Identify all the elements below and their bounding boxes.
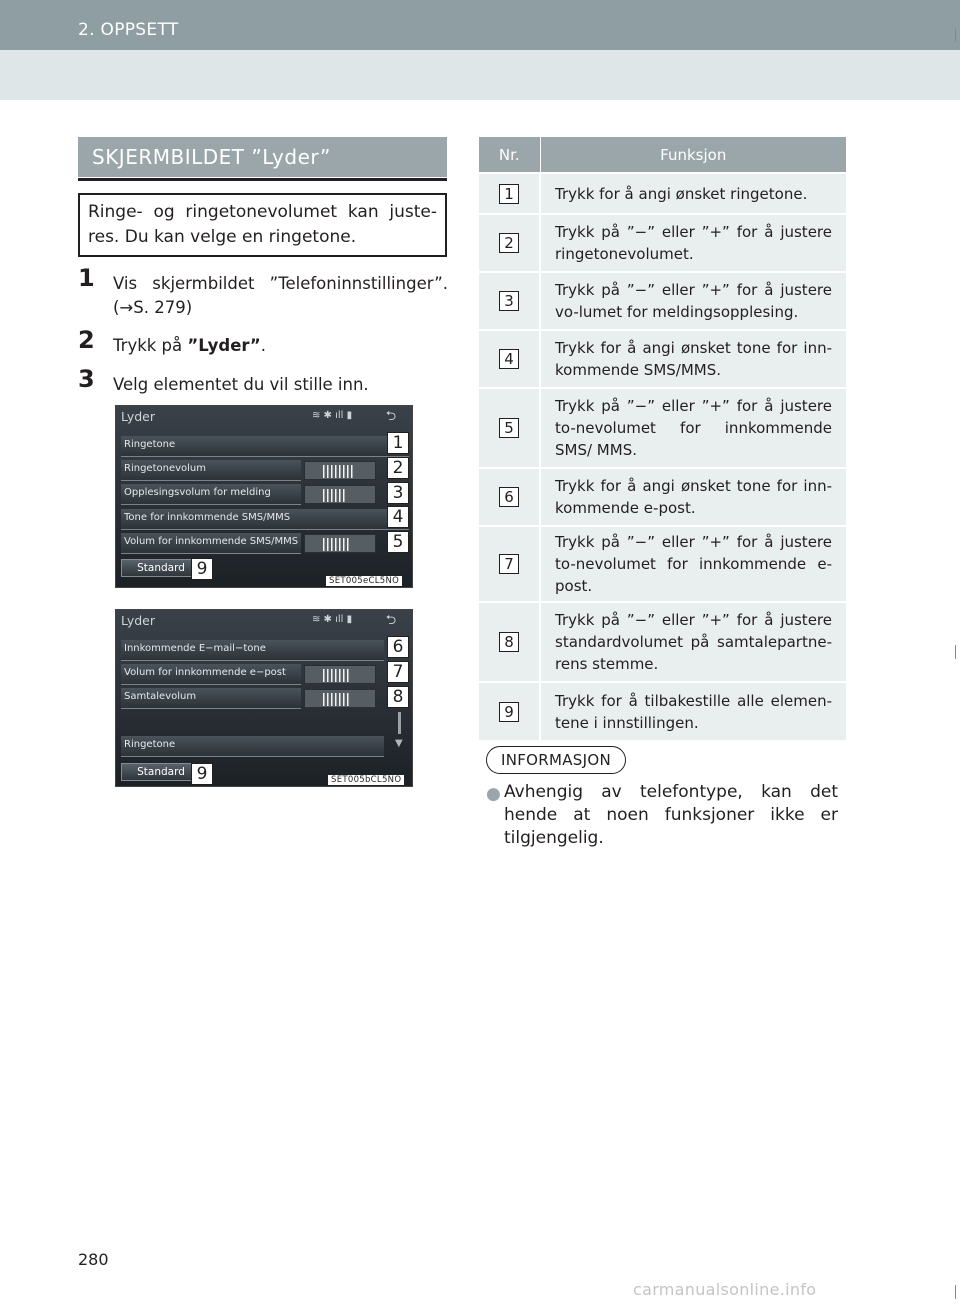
row-number xyxy=(479,526,540,602)
table-row xyxy=(479,173,846,214)
crop-mark xyxy=(955,1285,956,1299)
row-number xyxy=(479,272,540,330)
row-function: Trykk på ”−” eller ”+” for å justere ringetonevolumet. xyxy=(540,214,846,272)
call-volume-bar[interactable] xyxy=(304,689,376,708)
column-header-function: Funksjon xyxy=(540,137,846,173)
step-1 xyxy=(78,264,448,320)
screen-sounds-2 xyxy=(115,609,413,787)
table-row xyxy=(479,214,846,272)
lyder-label: ”Lyder” xyxy=(187,336,261,355)
chapter-title: 2. OPPSETT xyxy=(78,20,179,40)
screen-sounds-1 xyxy=(115,405,413,588)
step-page-ref: (→S. 279) xyxy=(113,298,193,317)
volume-level xyxy=(323,538,350,551)
row-function: Trykk for å tilbakestille alle elemen-tene i innstillingen. xyxy=(540,682,846,740)
row-function: Trykk for å angi ønsket tone for inn-kommende SMS/MMS. xyxy=(540,330,846,388)
ringtone-volume-bar[interactable] xyxy=(304,461,376,480)
section-title: SKJERMBILDET ”Lyder” xyxy=(78,137,447,177)
number-box: 1 xyxy=(499,184,519,204)
step-text: Vis skjermbildet ”Telefoninnstillinger”. xyxy=(113,274,448,293)
row-number xyxy=(479,682,540,740)
scrollbar[interactable] xyxy=(398,712,401,734)
row-function: Trykk på ”−” eller ”+” for å justere vo-lumet for meldingsopplesing. xyxy=(540,272,846,330)
function-table xyxy=(479,137,846,740)
row-sms-volume[interactable] xyxy=(121,533,301,554)
crop-mark xyxy=(955,645,956,659)
step-number: 3 xyxy=(78,365,95,393)
row-ringtone[interactable] xyxy=(121,436,409,457)
information-note xyxy=(486,781,838,850)
volume-level xyxy=(323,489,346,502)
row-number xyxy=(479,214,540,272)
volume-level xyxy=(323,693,350,706)
readout-volume-bar[interactable] xyxy=(304,485,376,504)
row-sms-tone[interactable] xyxy=(121,509,409,530)
callout-8: 8 xyxy=(387,686,409,708)
back-icon[interactable]: ⮌ xyxy=(385,409,397,424)
row-label: Volum for innkommende e−post xyxy=(124,667,286,678)
table-row xyxy=(479,602,846,682)
status-icons: ≋ ✱ ıll ▮ xyxy=(312,614,353,625)
standard-button[interactable]: Standard xyxy=(121,763,201,781)
information-text: Avhengig av telefontype, kan det hende at noen funksjoner ikke er tilgjengelig. xyxy=(504,782,838,848)
table-row xyxy=(479,330,846,388)
status-icons: ≋ ✱ ıll ▮ xyxy=(312,410,353,421)
callout-4: 4 xyxy=(387,506,409,528)
row-number xyxy=(479,388,540,468)
number-box: 2 xyxy=(499,233,519,253)
step-text: Velg elementet du vil stille inn. xyxy=(113,375,369,394)
screen-title: Lyder xyxy=(121,409,155,424)
callout-9: 9 xyxy=(191,558,213,580)
row-number xyxy=(479,330,540,388)
header-subband xyxy=(0,50,960,100)
row-number xyxy=(479,468,540,526)
page-number: 280 xyxy=(78,1250,109,1269)
row-readout-volume[interactable] xyxy=(121,484,301,505)
figure-code: SET005eCL5NO xyxy=(326,576,402,586)
row-label: Volum for innkommende SMS/MMS xyxy=(124,536,299,547)
volume-level xyxy=(323,669,350,682)
row-number xyxy=(479,602,540,682)
row-label: Samtalevolum xyxy=(124,691,197,702)
row-function: Trykk på ”−” eller ”+” for å justere to-nevolumet for innkommende e-post. xyxy=(540,526,846,602)
information-label: INFORMASJON xyxy=(486,746,626,774)
standard-button[interactable]: Standard xyxy=(121,559,201,577)
callout-7: 7 xyxy=(387,661,409,683)
crop-mark xyxy=(955,28,956,42)
row-function: Trykk for å angi ønsket tone for inn-kommende e-post. xyxy=(540,468,846,526)
watermark: carmanualsonline.info xyxy=(633,1280,817,1299)
row-email-volume[interactable] xyxy=(121,664,301,685)
sms-volume-bar[interactable] xyxy=(304,534,376,553)
number-box: 7 xyxy=(499,554,519,574)
row-ringtone[interactable] xyxy=(121,736,384,757)
step-text-post: . xyxy=(260,336,266,355)
bullet-icon: ● xyxy=(486,784,501,804)
callout-3: 3 xyxy=(387,482,409,504)
volume-level xyxy=(323,465,355,478)
table-row xyxy=(479,526,846,602)
intro-box: Ringe- og ringetonevolumet kan juste-res. Du kan velge en ringetone. xyxy=(78,193,447,257)
screen-title: Lyder xyxy=(121,613,155,628)
row-function: Trykk på ”−” eller ”+” for å justere to-nevolumet for innkommende SMS/ MMS. xyxy=(540,388,846,468)
step-text xyxy=(78,334,448,358)
callout-2: 2 xyxy=(387,457,409,479)
back-icon[interactable]: ⮌ xyxy=(385,613,397,628)
row-label: Ringetonevolum xyxy=(124,463,206,474)
row-ringtone-volume[interactable] xyxy=(121,460,301,481)
row-email-tone[interactable] xyxy=(121,640,384,661)
callout-1: 1 xyxy=(387,432,409,454)
figure-code: SET005bCL5NO xyxy=(328,775,404,785)
row-label: Opplesingsvolum for melding xyxy=(124,487,271,498)
column-header-number: Nr. xyxy=(479,137,540,173)
number-box: 4 xyxy=(499,349,519,369)
table-header-row xyxy=(479,137,846,173)
callout-9: 9 xyxy=(191,763,213,785)
callout-5: 5 xyxy=(387,531,409,553)
row-label: Innkommende E−mail−tone xyxy=(124,643,266,654)
step-2 xyxy=(78,326,448,358)
email-volume-bar[interactable] xyxy=(304,665,376,684)
table-row xyxy=(479,388,846,468)
step-number: 1 xyxy=(78,264,95,292)
row-function: Trykk for å angi ønsket ringetone. xyxy=(540,173,846,214)
number-box: 5 xyxy=(499,418,519,438)
row-function: Trykk på ”−” eller ”+” for å justere standardvolumet på samtalepartne-rens stemme. xyxy=(540,602,846,682)
scroll-down-icon[interactable]: ▼ xyxy=(395,738,403,749)
row-label: Tone for innkommende SMS/MMS xyxy=(124,512,291,523)
row-label: Ringetone xyxy=(124,439,176,450)
number-box: 8 xyxy=(499,632,519,652)
table-row xyxy=(479,682,846,740)
step-text-pre: Trykk på xyxy=(113,336,188,355)
number-box: 3 xyxy=(499,291,519,311)
row-label: Ringetone xyxy=(124,739,176,750)
row-call-volume[interactable] xyxy=(121,688,301,709)
number-box: 9 xyxy=(499,702,519,722)
callout-6: 6 xyxy=(387,636,409,658)
step-3 xyxy=(78,365,448,397)
table-row xyxy=(479,272,846,330)
step-number: 2 xyxy=(78,326,95,354)
row-number xyxy=(479,173,540,214)
section-divider xyxy=(78,178,447,181)
number-box: 6 xyxy=(499,487,519,507)
table-row xyxy=(479,468,846,526)
